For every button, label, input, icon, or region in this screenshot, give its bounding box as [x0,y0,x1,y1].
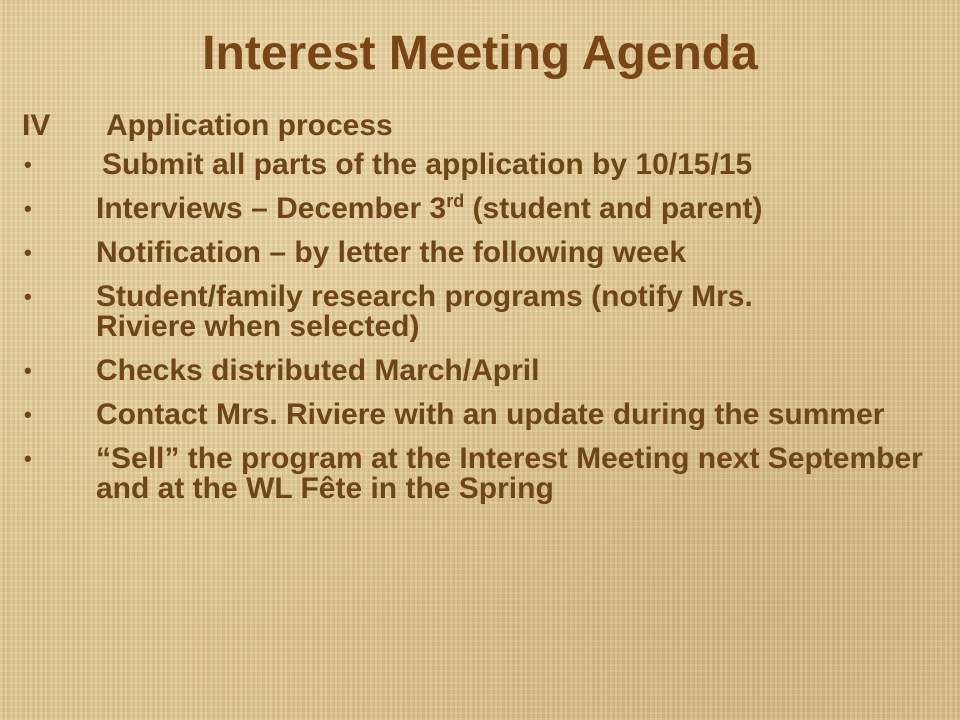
bullet-text-continued: (student and parent) [464,192,763,225]
bullet-item-submit [0,150,960,180]
bullet-dot-icon: • [24,284,32,309]
bullet-text: Contact Mrs. Riviere with an update during the summer [96,398,885,431]
bullet-item-contact [0,400,960,430]
bullet-text: Checks distributed March/April [96,354,540,387]
bullet-dot-icon: • [24,196,32,221]
bullet-dot-icon: • [24,402,32,427]
section-heading [22,108,393,144]
section-title: Application process [106,109,393,142]
bullet-item-research-programs [0,282,776,342]
bullet-text: Interviews – December 3 [96,192,447,225]
bullet-dot-icon: • [24,358,32,383]
bullet-item-interviews [0,191,836,225]
bullet-list [0,150,960,518]
ordinal-suffix: rd [446,191,465,211]
bullet-dot-icon: • [24,446,32,471]
section-number: IV [22,109,51,142]
bullet-dot-icon: • [24,152,32,177]
bullet-text: “Sell” the program at the Interest Meeting next September and at the WL Fête in the Spring [96,442,923,505]
bullet-text: Submit all parts of the application by 10/15/15 [102,148,753,181]
bullet-text: Student/family research programs (notify Mrs. Riviere when selected) [96,280,753,343]
bullet-item-sell [0,444,960,504]
bullet-dot-icon: • [24,240,32,265]
slide-title: Interest Meeting Agenda [202,27,758,80]
bullet-item-notification [0,238,960,268]
bullet-text: Notification – by letter the following week [96,236,687,269]
bullet-item-checks [0,356,960,386]
